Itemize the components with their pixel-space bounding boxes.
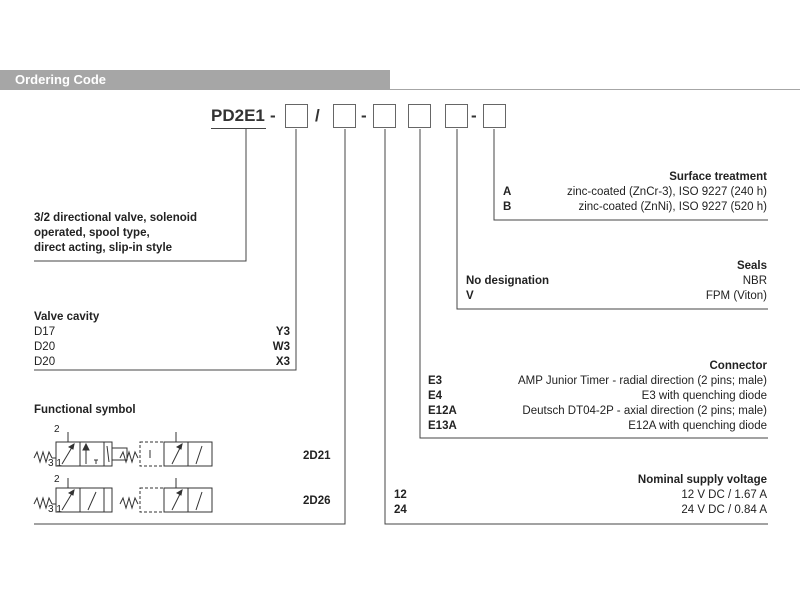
- surface-treatment-code: A: [503, 186, 512, 198]
- port-label-top: 2: [54, 474, 60, 485]
- supply-voltage-desc: 24 V DC / 0.84 A: [681, 504, 767, 516]
- valve-cavity-code: Y3: [275, 326, 290, 338]
- code-separator: -: [270, 106, 276, 125]
- seals-code: No designation: [466, 275, 550, 287]
- description-line: direct acting, slip-in style: [34, 242, 173, 254]
- valve-cavity-name: D20: [34, 356, 56, 368]
- functional-symbol-code: 2D21: [303, 450, 331, 462]
- code-prefix: PD2E1: [211, 106, 265, 125]
- valve-cavity-name: D20: [34, 341, 56, 353]
- surface-treatment-desc: zinc-coated (ZnNi), ISO 9227 (520 h): [578, 201, 767, 213]
- surface-treatment-title: Surface treatment: [669, 171, 767, 183]
- connector-desc: Deutsch DT04-2P - axial direction (2 pins; male): [522, 405, 767, 417]
- connector-desc: AMP Junior Timer - radial direction (2 pins; male): [517, 375, 767, 387]
- port-label-bottom: 3 1: [48, 458, 62, 469]
- functional-symbol-code: 2D26: [303, 495, 331, 507]
- valve-cavity-name: D17: [34, 326, 56, 338]
- seals-title: Seals: [736, 260, 767, 272]
- supply-voltage-code: 12: [394, 489, 407, 501]
- surface-treatment-desc: zinc-coated (ZnCr-3), ISO 9227 (240 h): [566, 186, 767, 198]
- functional-symbol-title: Functional symbol: [34, 404, 136, 416]
- connector-code: E3: [428, 375, 443, 387]
- connector-code: E12A: [428, 405, 457, 417]
- description-line: operated, spool type,: [34, 227, 150, 239]
- supply-voltage-code: 24: [394, 504, 407, 516]
- code-separator: -: [361, 106, 367, 125]
- surface-treatment-code: B: [503, 201, 512, 213]
- seals-code: V: [466, 290, 474, 302]
- connector-title: Connector: [709, 360, 767, 372]
- supply-voltage-desc: 12 V DC / 1.67 A: [681, 489, 767, 501]
- section-title: Ordering Code: [15, 72, 107, 87]
- valve-cavity-title: Valve cavity: [34, 311, 100, 323]
- valve-cavity-code: X3: [275, 356, 290, 368]
- supply-voltage-title: Nominal supply voltage: [637, 474, 767, 486]
- connector-desc: E12A with quenching diode: [628, 420, 767, 432]
- seals-desc: FPM (Viton): [705, 290, 767, 302]
- connector-code: E4: [428, 390, 443, 402]
- connector-code: E13A: [428, 420, 457, 432]
- valve-cavity-code: W3: [272, 341, 290, 353]
- code-separator: /: [315, 106, 320, 125]
- description-line: 3/2 directional valve, solenoid: [34, 212, 197, 224]
- connector-desc: E3 with quenching diode: [641, 390, 767, 402]
- code-separator: -: [471, 106, 477, 125]
- seals-desc: NBR: [742, 275, 767, 287]
- port-label-bottom: 3 1: [48, 504, 62, 515]
- port-label-top: 2: [54, 424, 60, 435]
